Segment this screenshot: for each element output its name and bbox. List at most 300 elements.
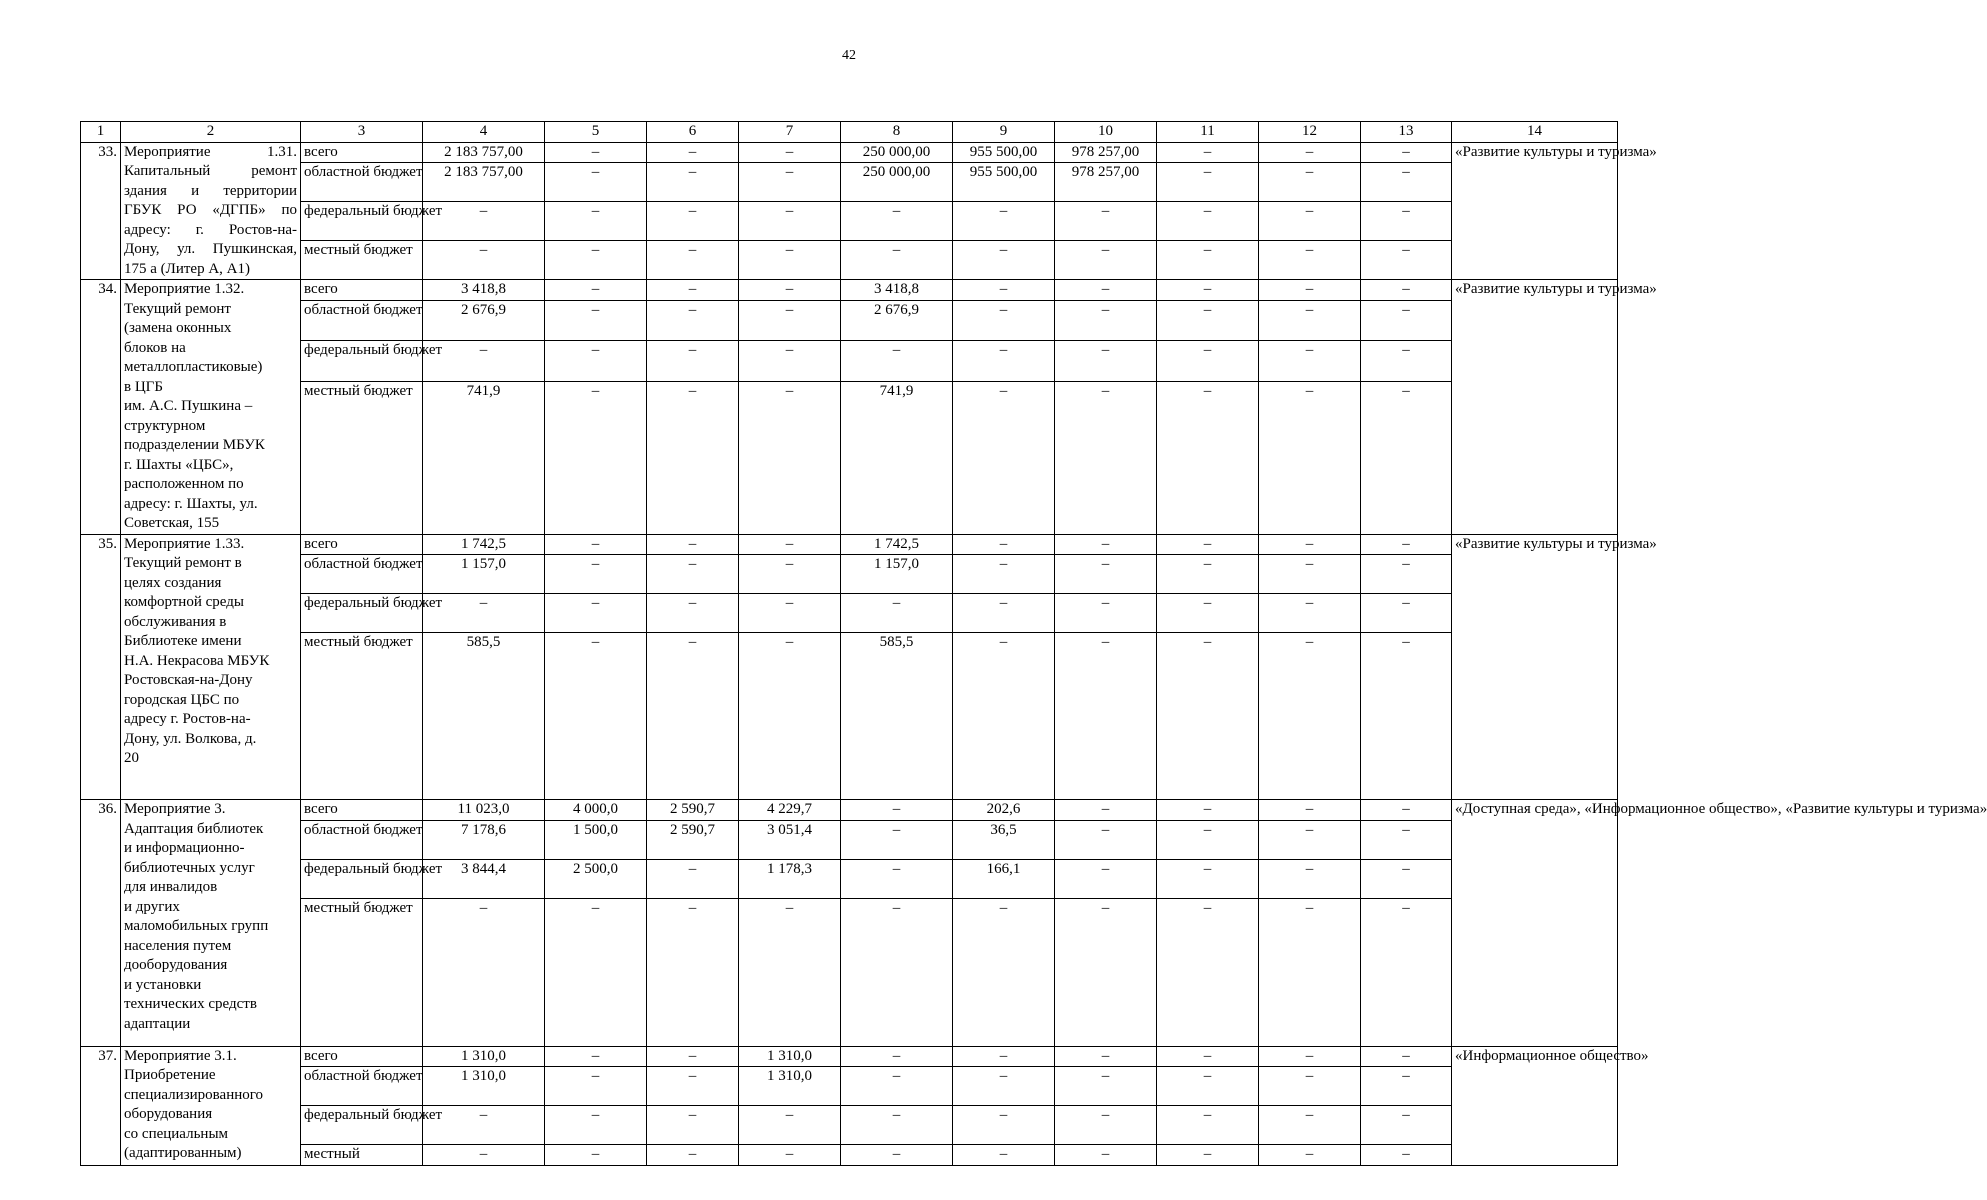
amount-cell: 4 229,7 — [739, 800, 841, 821]
funding-source: областной бюджет — [301, 301, 423, 341]
amount-cell: 2 590,7 — [647, 800, 739, 821]
amount-cell: – — [1157, 534, 1259, 555]
funding-table — [80, 121, 1987, 1166]
amount-cell: – — [1361, 800, 1452, 821]
amount-cell: – — [545, 341, 647, 381]
col-header-1: 1 — [81, 122, 121, 143]
amount-cell: – — [1055, 341, 1157, 381]
amount-cell: 1 157,0 — [841, 555, 953, 594]
amount-cell: – — [953, 633, 1055, 800]
amount-cell: – — [647, 898, 739, 1046]
amount-cell: 11 023,0 — [423, 800, 545, 821]
funding-source: федеральный бюджет — [301, 1106, 423, 1145]
amount-cell: – — [841, 820, 953, 859]
measure-title-line: и других — [124, 898, 180, 915]
funding-source: всего — [301, 280, 423, 301]
amount-cell: – — [545, 555, 647, 594]
amount-cell: – — [1157, 898, 1259, 1046]
amount-cell: – — [1259, 341, 1361, 381]
amount-cell: – — [1157, 142, 1259, 163]
amount-cell: – — [545, 381, 647, 534]
amount-cell: – — [647, 280, 739, 301]
measure-title-line: Текущий ремонт в — [124, 555, 242, 571]
amount-cell: – — [1055, 859, 1157, 898]
amount-cell: – — [1055, 241, 1157, 280]
amount-cell: – — [841, 800, 953, 821]
measure-title-line: Текущий ремонт — [124, 300, 231, 317]
amount-cell: – — [1055, 202, 1157, 241]
amount-cell: – — [1157, 202, 1259, 241]
amount-cell: – — [1157, 800, 1259, 821]
measure-title-line: Мероприятие 1.32. — [124, 281, 245, 297]
amount-cell: – — [647, 341, 739, 381]
amount-cell: – — [647, 555, 739, 594]
measure-title-line: со специальным — [124, 1125, 229, 1142]
amount-cell: – — [545, 633, 647, 800]
amount-cell: – — [647, 534, 739, 555]
funding-source: областной бюджет — [301, 163, 423, 202]
measure-title-line: Мероприятие 1.31. — [124, 143, 297, 160]
amount-cell: – — [1055, 898, 1157, 1046]
amount-cell: – — [545, 301, 647, 341]
measure-title-line: 20 — [124, 750, 139, 766]
funding-source: областной бюджет — [301, 1067, 423, 1106]
amount-cell: – — [739, 1145, 841, 1166]
measure-title-line: адресу: г. Ростов-на- — [124, 221, 297, 238]
measure-title-line: маломобильных групп — [124, 918, 269, 934]
table-row — [81, 1106, 1618, 1145]
amount-cell: 955 500,00 — [953, 163, 1055, 202]
measure-title-line: подразделении МБУК — [124, 437, 265, 453]
amount-cell: – — [1361, 280, 1452, 301]
amount-cell: – — [545, 898, 647, 1046]
amount-cell: 7 178,6 — [423, 820, 545, 859]
funding-source: всего — [301, 800, 423, 821]
row-number: 36. — [81, 800, 121, 1047]
measure-title-line: Дону, ул. Пушкинская, — [124, 241, 297, 257]
measure-title-line: Капитальный ремонт — [124, 163, 297, 179]
measure-title-line: комфортной среды — [124, 594, 244, 610]
amount-cell: – — [1055, 800, 1157, 821]
funding-source: областной бюджет — [301, 555, 423, 594]
measure-title-line: Н.А. Некрасова МБУК — [124, 652, 270, 669]
amount-cell: 1 310,0 — [739, 1067, 841, 1106]
amount-cell: – — [647, 859, 739, 898]
amount-cell: – — [1055, 280, 1157, 301]
amount-cell: – — [647, 1145, 739, 1166]
measure-title-line: Адаптация библиотек — [124, 820, 264, 837]
measure-title-line: городская ЦБС по — [124, 691, 240, 708]
measure-title-line: специализированного — [124, 1086, 264, 1103]
table-row — [81, 381, 1618, 534]
program-name: «Информационное общество» — [1452, 1046, 1618, 1165]
amount-cell: – — [1055, 633, 1157, 800]
measure-title-line: (замена оконных — [124, 320, 232, 336]
funding-source: федеральный бюджет — [301, 859, 423, 898]
amount-cell: – — [1055, 1106, 1157, 1145]
amount-cell: – — [1259, 163, 1361, 202]
funding-source: всего — [301, 534, 423, 555]
amount-cell: – — [647, 1106, 739, 1145]
amount-cell: – — [423, 341, 545, 381]
amount-cell: 978 257,00 — [1055, 142, 1157, 163]
measure-title-line: и информационно- — [124, 840, 245, 856]
amount-cell: – — [1157, 1067, 1259, 1106]
table-row — [81, 241, 1618, 280]
amount-cell: – — [1055, 1145, 1157, 1166]
amount-cell: 741,9 — [423, 381, 545, 534]
amount-cell: – — [841, 341, 953, 381]
amount-cell: – — [1361, 633, 1452, 800]
amount-cell: 2 590,7 — [647, 820, 739, 859]
amount-cell: – — [545, 280, 647, 301]
amount-cell: – — [1361, 301, 1452, 341]
amount-cell: – — [1157, 163, 1259, 202]
measure-title-line: (адаптированным) — [124, 1145, 242, 1161]
col-header-11: 11 — [1157, 122, 1259, 143]
table-row — [81, 301, 1618, 341]
amount-cell: – — [739, 534, 841, 555]
amount-cell: – — [1361, 555, 1452, 594]
amount-cell: – — [953, 280, 1055, 301]
funding-source: федеральный бюджет — [301, 202, 423, 241]
amount-cell: – — [647, 241, 739, 280]
amount-cell: – — [1259, 820, 1361, 859]
funding-source: местный бюджет — [301, 381, 423, 534]
amount-cell: – — [953, 202, 1055, 241]
table-row — [81, 594, 1618, 633]
col-header-8: 8 — [841, 122, 953, 143]
amount-cell: – — [841, 1046, 953, 1067]
amount-cell: 1 310,0 — [739, 1046, 841, 1067]
row-number: 34. — [81, 280, 121, 535]
program-name: «Развитие культуры и туризма» — [1452, 142, 1618, 280]
amount-cell: – — [1157, 859, 1259, 898]
row-number: 37. — [81, 1046, 121, 1165]
amount-cell: – — [953, 341, 1055, 381]
amount-cell: – — [953, 1106, 1055, 1145]
amount-cell: – — [1055, 820, 1157, 859]
table-row — [81, 142, 1618, 163]
measure-title-line: библиотечных услуг — [124, 859, 255, 876]
funding-source: местный бюджет — [301, 898, 423, 1046]
measure-title-line: 175 а (Литер А, А1) — [124, 260, 250, 277]
amount-cell: – — [1259, 1106, 1361, 1145]
measure-title-line: Мероприятие 3. — [124, 801, 226, 817]
program-name: «Развитие культуры и туризма» — [1452, 280, 1618, 535]
measure-title-line: Советская, 155 — [124, 515, 220, 531]
amount-cell: – — [647, 633, 739, 800]
amount-cell: – — [545, 202, 647, 241]
amount-cell: – — [739, 555, 841, 594]
col-header-6: 6 — [647, 122, 739, 143]
program-name: «Доступная среда», «Информационное общество», «Развитие культуры и туризма» — [1452, 800, 1618, 1047]
amount-cell: 1 310,0 — [423, 1067, 545, 1106]
amount-cell: – — [1157, 280, 1259, 301]
table-row — [81, 280, 1618, 301]
amount-cell: – — [739, 341, 841, 381]
funding-source: всего — [301, 142, 423, 163]
funding-source: местный — [301, 1145, 423, 1166]
table-row — [81, 534, 1618, 555]
amount-cell: – — [545, 1106, 647, 1145]
amount-cell: – — [545, 1046, 647, 1067]
table-row — [81, 820, 1618, 859]
amount-cell: – — [739, 898, 841, 1046]
amount-cell: – — [647, 202, 739, 241]
amount-cell: – — [739, 202, 841, 241]
amount-cell: – — [953, 898, 1055, 1046]
amount-cell: 3 844,4 — [423, 859, 545, 898]
amount-cell: – — [739, 594, 841, 633]
amount-cell: – — [647, 381, 739, 534]
amount-cell: 1 742,5 — [423, 534, 545, 555]
amount-cell: – — [1259, 1046, 1361, 1067]
amount-cell: 1 742,5 — [841, 534, 953, 555]
table-row — [81, 163, 1618, 202]
measure-title-line: здания и территории — [124, 182, 297, 199]
amount-cell: – — [1259, 202, 1361, 241]
measure-title-line: адресу: г. Шахты, ул. — [124, 495, 258, 512]
amount-cell: – — [953, 555, 1055, 594]
amount-cell: – — [739, 142, 841, 163]
amount-cell: – — [545, 1067, 647, 1106]
amount-cell: – — [1361, 1145, 1452, 1166]
amount-cell: – — [423, 594, 545, 633]
amount-cell: – — [423, 1145, 545, 1166]
amount-cell: – — [953, 1067, 1055, 1106]
amount-cell: 202,6 — [953, 800, 1055, 821]
amount-cell: – — [739, 280, 841, 301]
measure-title-line: адресу г. Ростов-на- — [124, 711, 251, 727]
amount-cell: – — [1157, 301, 1259, 341]
amount-cell: 2 183 757,00 — [423, 163, 545, 202]
amount-cell: – — [545, 163, 647, 202]
amount-cell: 2 500,0 — [545, 859, 647, 898]
amount-cell: 2 183 757,00 — [423, 142, 545, 163]
amount-cell: – — [1361, 142, 1452, 163]
amount-cell: 955 500,00 — [953, 142, 1055, 163]
measure-title-line: оборудования — [124, 1106, 213, 1122]
amount-cell: – — [953, 301, 1055, 341]
amount-cell: – — [1361, 241, 1452, 280]
amount-cell: – — [1259, 594, 1361, 633]
amount-cell: – — [841, 898, 953, 1046]
amount-cell: – — [1055, 1067, 1157, 1106]
column-number-row — [81, 122, 1618, 143]
amount-cell: – — [545, 1145, 647, 1166]
amount-cell: 3 418,8 — [841, 280, 953, 301]
measure-title-line: дооборудования — [124, 957, 228, 973]
amount-cell: – — [1259, 800, 1361, 821]
row-number: 33. — [81, 142, 121, 280]
amount-cell: – — [545, 142, 647, 163]
col-header-10: 10 — [1055, 122, 1157, 143]
measure-title — [121, 280, 301, 535]
amount-cell: 166,1 — [953, 859, 1055, 898]
amount-cell: – — [1157, 381, 1259, 534]
amount-cell: – — [1157, 633, 1259, 800]
measure-title — [121, 142, 301, 280]
amount-cell: – — [953, 381, 1055, 534]
amount-cell: – — [841, 594, 953, 633]
amount-cell: – — [1361, 1106, 1452, 1145]
amount-cell: 1 157,0 — [423, 555, 545, 594]
funding-source: всего — [301, 1046, 423, 1067]
funding-source: федеральный бюджет — [301, 594, 423, 633]
row-number: 35. — [81, 534, 121, 800]
measure-title-line: населения путем — [124, 937, 232, 954]
amount-cell: – — [545, 594, 647, 633]
measure-title-line: структурном — [124, 417, 206, 434]
measure-title-line: металлопластиковые) — [124, 359, 263, 375]
amount-cell: – — [841, 859, 953, 898]
amount-cell: – — [1259, 381, 1361, 534]
table-row — [81, 555, 1618, 594]
col-header-4: 4 — [423, 122, 545, 143]
amount-cell: – — [1055, 301, 1157, 341]
amount-cell: – — [1259, 280, 1361, 301]
amount-cell: – — [1157, 594, 1259, 633]
amount-cell: – — [1259, 859, 1361, 898]
amount-cell: 741,9 — [841, 381, 953, 534]
amount-cell: – — [841, 1106, 953, 1145]
measure-title-line: Дону, ул. Волкова, д. — [124, 730, 257, 747]
amount-cell: – — [1259, 633, 1361, 800]
amount-cell: 250 000,00 — [841, 142, 953, 163]
measure-title-line: расположенном по — [124, 476, 244, 492]
amount-cell: 585,5 — [841, 633, 953, 800]
amount-cell: – — [1055, 381, 1157, 534]
amount-cell: – — [953, 1046, 1055, 1067]
amount-cell: – — [841, 1067, 953, 1106]
col-header-3: 3 — [301, 122, 423, 143]
amount-cell: – — [1157, 341, 1259, 381]
amount-cell: – — [1361, 859, 1452, 898]
amount-cell: 36,5 — [953, 820, 1055, 859]
amount-cell: – — [1055, 594, 1157, 633]
amount-cell: – — [1361, 534, 1452, 555]
measure-title-line: Ростовская-на-Дону — [124, 672, 253, 688]
measure-title-line: блоков на — [124, 339, 186, 356]
amount-cell: – — [739, 241, 841, 280]
table-row — [81, 1046, 1618, 1067]
amount-cell: – — [1361, 1067, 1452, 1106]
amount-cell: – — [423, 898, 545, 1046]
amount-cell: – — [545, 534, 647, 555]
amount-cell: – — [1157, 241, 1259, 280]
amount-cell: – — [739, 163, 841, 202]
amount-cell: – — [739, 633, 841, 800]
measure-title-line: для инвалидов — [124, 879, 218, 895]
amount-cell: – — [739, 301, 841, 341]
col-header-13: 13 — [1361, 122, 1452, 143]
col-header-2: 2 — [121, 122, 301, 143]
amount-cell: 2 676,9 — [423, 301, 545, 341]
col-header-12: 12 — [1259, 122, 1361, 143]
amount-cell: 4 000,0 — [545, 800, 647, 821]
measure-title — [121, 800, 301, 1047]
measure-title-line: Мероприятие 1.33. — [124, 535, 245, 552]
amount-cell: – — [1361, 1046, 1452, 1067]
amount-cell: – — [1259, 1145, 1361, 1166]
program-name: «Развитие культуры и туризма» — [1452, 534, 1618, 800]
amount-cell: – — [1361, 820, 1452, 859]
amount-cell: 250 000,00 — [841, 163, 953, 202]
amount-cell: – — [647, 1067, 739, 1106]
amount-cell: 2 676,9 — [841, 301, 953, 341]
amount-cell: – — [739, 381, 841, 534]
funding-source: местный бюджет — [301, 633, 423, 800]
amount-cell: 3 051,4 — [739, 820, 841, 859]
table-row — [81, 1067, 1618, 1106]
measure-title-line: обслуживания в — [124, 613, 227, 630]
amount-cell: 1 500,0 — [545, 820, 647, 859]
amount-cell: – — [953, 1145, 1055, 1166]
funding-source: областной бюджет — [301, 820, 423, 859]
amount-cell: – — [423, 241, 545, 280]
col-header-9: 9 — [953, 122, 1055, 143]
col-header-5: 5 — [545, 122, 647, 143]
table-row — [81, 341, 1618, 381]
amount-cell: – — [1259, 534, 1361, 555]
amount-cell: – — [739, 1106, 841, 1145]
amount-cell: – — [1361, 898, 1452, 1046]
measure-title-line: ГБУК РО «ДГПБ» по — [124, 202, 297, 218]
col-header-14: 14 — [1452, 122, 1618, 143]
amount-cell: 585,5 — [423, 633, 545, 800]
measure-title-line: целях создания — [124, 574, 222, 591]
amount-cell: – — [1259, 241, 1361, 280]
measure-title-line: технических средств — [124, 996, 257, 1012]
table-row — [81, 859, 1618, 898]
amount-cell: – — [1157, 555, 1259, 594]
table-row — [81, 898, 1618, 1046]
amount-cell: – — [1361, 381, 1452, 534]
amount-cell: – — [953, 241, 1055, 280]
amount-cell: – — [1361, 341, 1452, 381]
amount-cell: – — [647, 301, 739, 341]
amount-cell: – — [953, 534, 1055, 555]
measure-title — [121, 534, 301, 800]
measure-title-line: адаптации — [124, 1015, 191, 1032]
col-header-7: 7 — [739, 122, 841, 143]
table-body — [81, 122, 1987, 1166]
measure-title-line: им. А.С. Пушкина – — [124, 398, 253, 414]
measure-title-line: Мероприятие 3.1. — [124, 1047, 237, 1064]
amount-cell: – — [1055, 534, 1157, 555]
table-row — [81, 800, 1618, 821]
amount-cell: 1 310,0 — [423, 1046, 545, 1067]
amount-cell: – — [1259, 1067, 1361, 1106]
measure-title-line: г. Шахты «ЦБС», — [124, 456, 234, 473]
amount-cell: – — [1055, 1046, 1157, 1067]
table-row — [81, 1145, 1618, 1166]
funding-source: федеральный бюджет — [301, 341, 423, 381]
table-row — [81, 202, 1618, 241]
funding-source: местный бюджет — [301, 241, 423, 280]
amount-cell: – — [423, 1106, 545, 1145]
amount-cell: – — [1361, 594, 1452, 633]
amount-cell: – — [1259, 142, 1361, 163]
amount-cell: – — [1259, 555, 1361, 594]
measure-title-line: и установки — [124, 976, 202, 993]
measure-title — [121, 1046, 301, 1165]
measure-title-line: Библиотеке имени — [124, 633, 242, 649]
amount-cell: – — [423, 202, 545, 241]
amount-cell: 1 178,3 — [739, 859, 841, 898]
amount-cell: – — [1157, 1145, 1259, 1166]
